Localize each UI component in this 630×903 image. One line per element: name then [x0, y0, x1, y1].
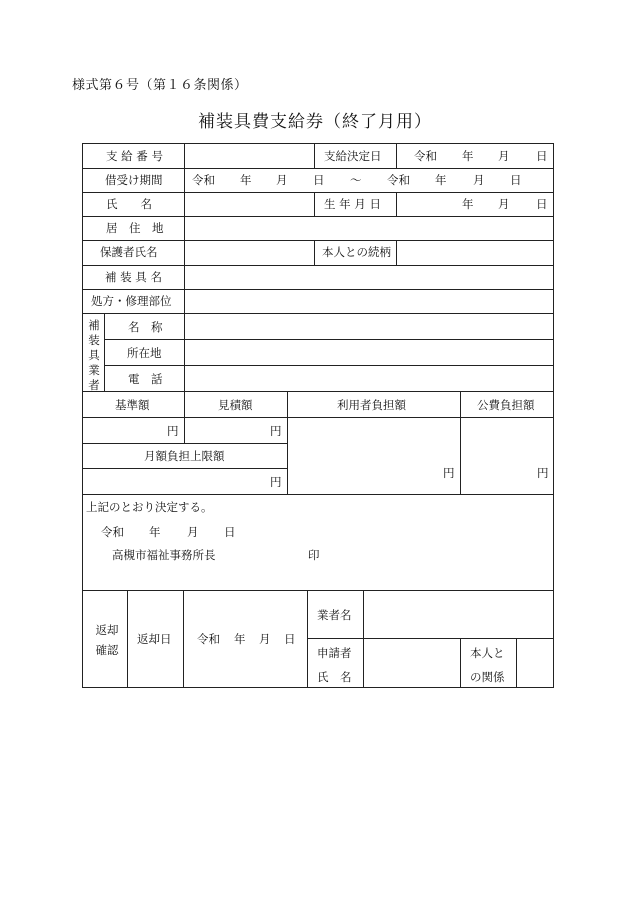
public-burden-header: 公費負担額 [477, 398, 535, 412]
estimate-amount-yen: 円 [270, 424, 282, 438]
guardian-field[interactable] [185, 241, 314, 264]
user-burden-header: 利用者負担額 [337, 398, 406, 412]
address-field[interactable] [185, 217, 553, 239]
vendor-name-label: 名 称 [128, 320, 163, 334]
guardian-label: 保護者氏名 [100, 245, 158, 259]
monthly-cap-yen: 円 [270, 475, 282, 489]
user-burden-yen: 円 [443, 466, 455, 480]
standard-amount-yen: 円 [167, 424, 179, 438]
vendor-phone-field[interactable] [185, 366, 553, 390]
relation-label: 本人との続柄 [322, 245, 391, 259]
vendor-name-field[interactable] [185, 314, 553, 338]
decision-day-2: 日 [224, 525, 236, 539]
decision-date-year: 年 [462, 149, 474, 163]
return-date-label: 返却日 [137, 632, 172, 646]
device-name-label: 補 装 具 名 [105, 270, 162, 284]
loan-period-label: 借受け期間 [105, 173, 163, 187]
return-date-year: 年 [234, 632, 246, 646]
decision-date-label: 支給決定日 [324, 149, 382, 163]
vendor-group-label: 補装具業者 [88, 318, 100, 392]
relation-label-2b: の関係 [470, 670, 505, 684]
decision-month-2: 月 [187, 525, 199, 539]
loan-from-year: 年 [240, 173, 252, 187]
name-field[interactable] [185, 193, 314, 215]
loan-from-day: 日 [313, 173, 325, 187]
return-confirm-label: 返却確認 [95, 623, 119, 657]
birth-date-label: 生 年 月 日 [324, 197, 381, 211]
loan-from-month: 月 [276, 173, 288, 187]
monthly-cap-label: 月額負担上限額 [144, 449, 225, 463]
return-date-era: 令和 [197, 632, 220, 646]
issuer-name: 高槻市福祉事務所長 [112, 548, 216, 562]
page-title: 補装具費支給券（終了月用） [198, 112, 432, 132]
decision-date-era: 令和 [414, 149, 437, 163]
applicant-name-field[interactable] [364, 639, 460, 686]
loan-to-era: 令和 [387, 173, 410, 187]
prescription-field[interactable] [185, 290, 553, 312]
decision-text: 上記のとおり決定する。 [86, 500, 213, 514]
vendor-address-label: 所在地 [127, 346, 162, 360]
loan-from-era: 令和 [192, 173, 215, 187]
address-label: 居 住 地 [106, 221, 164, 235]
birth-year: 年 [462, 197, 474, 211]
birth-day: 日 [536, 197, 548, 211]
payment-no-label: 支 給 番 号 [106, 149, 163, 163]
applicant-label-1: 申請者 [317, 646, 352, 660]
decision-date-day: 日 [536, 149, 548, 163]
loan-to-month: 月 [473, 173, 485, 187]
name-label: 氏 名 [106, 197, 152, 211]
relation-field[interactable] [397, 241, 553, 264]
loan-to-year: 年 [435, 173, 447, 187]
device-name-field[interactable] [185, 266, 553, 288]
decision-date-era-2: 令和 [101, 525, 124, 539]
return-date-month: 月 [259, 632, 271, 646]
loan-tilde: ～ [350, 173, 362, 187]
relation-field-2[interactable] [517, 639, 553, 686]
loan-to-day: 日 [510, 173, 522, 187]
vendor-name-label-2: 業者名 [317, 608, 352, 622]
public-burden-yen: 円 [537, 466, 549, 480]
decision-date-month: 月 [498, 149, 510, 163]
vendor-address-field[interactable] [185, 340, 553, 364]
relation-label-2a: 本人と [470, 646, 505, 660]
prescription-label: 処方・修理部位 [91, 294, 172, 308]
vendor-name-field-2[interactable] [364, 591, 553, 637]
form-id: 様式第６号（第１６条関係） [72, 78, 248, 93]
payment-no-field[interactable] [185, 145, 314, 167]
standard-amount-header: 基準額 [115, 398, 150, 412]
decision-year-2: 年 [149, 525, 161, 539]
estimate-amount-header: 見積額 [218, 398, 253, 412]
vendor-phone-label: 電 話 [128, 372, 163, 386]
return-date-day: 日 [284, 632, 296, 646]
birth-month: 月 [498, 197, 510, 211]
seal-mark: 印 [308, 548, 320, 562]
applicant-label-2: 氏 名 [317, 670, 352, 684]
